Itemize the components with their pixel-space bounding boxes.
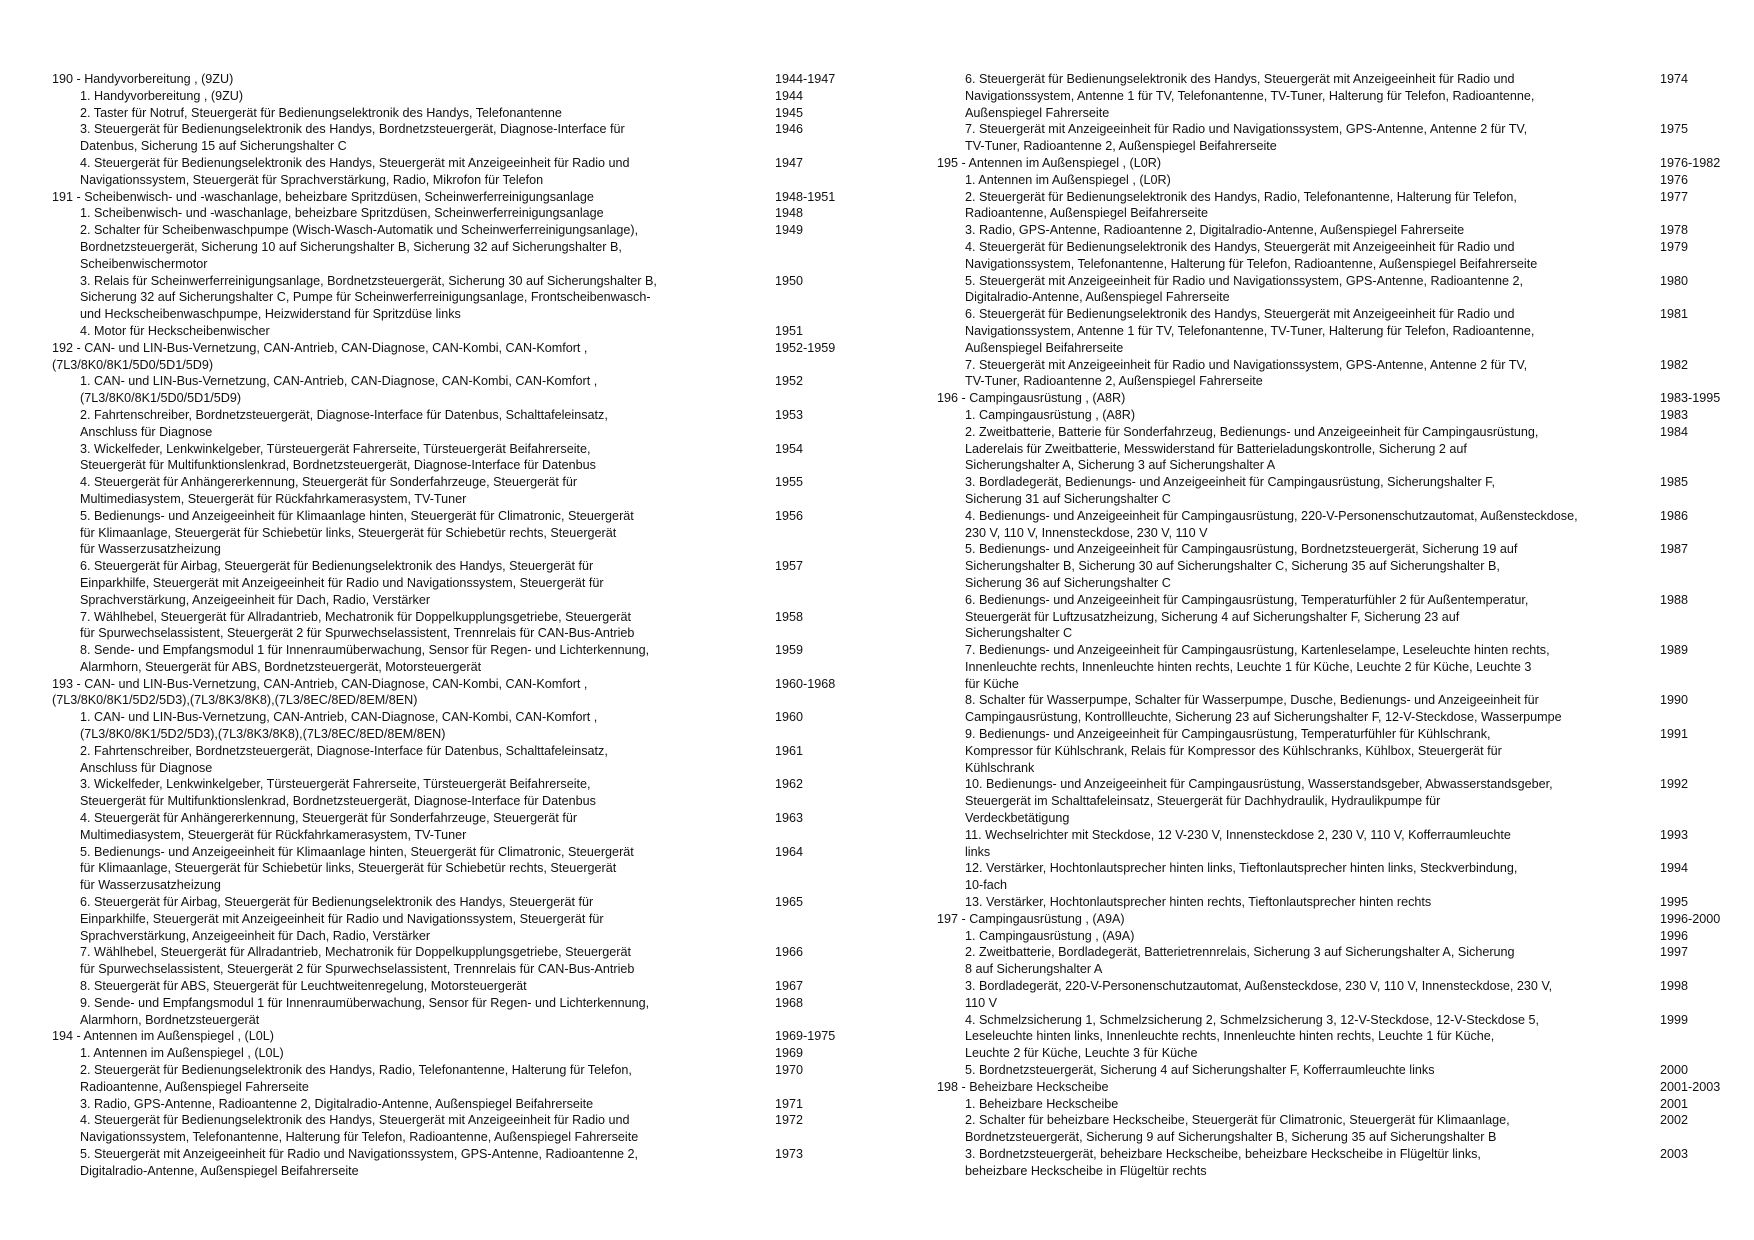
toc-page-number: 2003 bbox=[1660, 1147, 1689, 1161]
toc-entry-title: 6. Steuergerät für Airbag, Steuergerät für Bedienungselektronik des Handys, Steuergerät für Einparkhilfe, Steuergerät mit Anzeigeeinheit für Radio und Navigationssystem, Steuergerät für Sprachverstärkung, Anzeigeeinheit für Dach, Radio, Verstärker bbox=[80, 895, 604, 943]
toc-entry bbox=[937, 189, 1737, 223]
toc-entry bbox=[52, 776, 872, 810]
toc-entry bbox=[52, 508, 872, 558]
toc-page-number: 1945 bbox=[775, 105, 804, 120]
toc-entry bbox=[52, 407, 872, 441]
toc-entry-title: 3. Bordladegerät, Bedienungs- und Anzeigeeinheit für Campingausrüstung, Sicherungshalter F, Sicherung 31 auf Sicherungshalter C bbox=[965, 475, 1495, 506]
toc-entry-title: 7. Wählhebel, Steuergerät für Allradantrieb, Mechatronik für Doppelkupplungsgetriebe, Steuergerät für Spurwechselassistent, Steuergerät 2 für Spurwechselassistent, Trennrelais für CAN-Bus-Antrieb bbox=[80, 609, 635, 641]
toc-entry bbox=[937, 592, 1737, 642]
toc-page-number: 1993 bbox=[1660, 827, 1689, 842]
toc-section-heading bbox=[52, 676, 872, 710]
toc-entry-title: 3. Wickelfeder, Lenkwinkelgeber, Türsteuergerät Fahrerseite, Türsteuergerät Beifahrerseite, Steuergerät für Multifunktionslenkrad, Bordnetzsteuergerät, Diagnose-Interface für Datenbus bbox=[80, 441, 596, 473]
toc-entry bbox=[937, 776, 1737, 826]
toc-entry bbox=[937, 860, 1737, 894]
toc-entry-title: 4. Steuergerät für Anhängererkennung, Steuergerät für Sonderfahrzeuge, Steuergerät für Multimediasystem, Steuergerät für Rückfahrkamerasystem, TV-Tuner bbox=[80, 475, 578, 506]
toc-entry-title: 4. Steuergerät für Bedienungselektronik des Handys, Steuergerät mit Anzeigeeinheit für Radio und Navigationssystem, Telefonantenne, Halterung für Telefon, Radioantenne, Außenspiegel Fahrerseite bbox=[80, 1113, 639, 1145]
toc-entry bbox=[52, 810, 872, 844]
toc-entry-title: 192 - CAN- und LIN-Bus-Vernetzung, CAN-Antrieb, CAN-Diagnose, CAN-Kombi, CAN-Komfort , (7L3/8K0/8K1/5D0/5D1/5D9) bbox=[52, 340, 588, 372]
toc-page-number: 1981 bbox=[1660, 307, 1689, 322]
toc-entry-title: 3. Bordladegerät, 220-V-Personenschutzautomat, Außensteckdose, 230 V, 110 V, Innensteckdose, 230 V, 110 V bbox=[965, 979, 1553, 1010]
toc-entry-title: 3. Bordnetzsteuergerät, beheizbare Heckscheibe, beheizbare Heckscheibe in Flügeltür links, beheizbare Heckscheibe in Flügeltür rechts bbox=[965, 1147, 1481, 1178]
toc-page-number: 1975 bbox=[1660, 122, 1689, 137]
toc-entry-title: 2. Zweitbatterie, Bordladegerät, Batterietrennrelais, Sicherung 3 auf Sicherungshalter A, Sicherung 8 auf Sicherungshalter A bbox=[965, 945, 1515, 977]
toc-section-heading bbox=[937, 390, 1737, 407]
toc-page-number: 1960-1968 bbox=[775, 676, 836, 691]
toc-entry-title: 191 - Scheibenwisch- und -waschanlage, beheizbare Spritzdüsen, Scheinwerferreinigungsanlage bbox=[52, 189, 594, 204]
toc-entry-title: 7. Steuergerät mit Anzeigeeinheit für Radio und Navigationssystem, GPS-Antenne, Antenne 2 für TV, TV-Tuner, Radioantenne 2, Außenspiegel Fahrerseite bbox=[965, 357, 1528, 389]
toc-section-heading bbox=[52, 71, 872, 88]
toc-entry bbox=[937, 239, 1737, 273]
toc-entry bbox=[52, 222, 872, 272]
toc-page-number: 1976 bbox=[1660, 172, 1689, 187]
toc-entry bbox=[937, 357, 1737, 391]
toc-entry bbox=[52, 373, 872, 407]
toc-column-left bbox=[52, 71, 872, 1180]
toc-entry-title: 1. Antennen im Außenspiegel , (L0R) bbox=[965, 172, 1171, 187]
toc-entry-title: 2. Fahrtenschreiber, Bordnetzsteuergerät, Diagnose-Interface für Datenbus, Schalttafeleinsatz, Anschluss für Diagnose bbox=[80, 407, 608, 439]
toc-entry-title: 1. Handyvorbereitung , (9ZU) bbox=[80, 88, 244, 103]
toc-entry-title: 8. Schalter für Wasserpumpe, Schalter für Wasserpumpe, Dusche, Bedienungs- und Anzeigeeinheit für Campingausrüstung, Kontrollleuchte, Sicherung 23 auf Sicherungshalter F, 12-V-Steckdose, Wasserpumpe bbox=[965, 693, 1562, 725]
toc-entry bbox=[52, 1112, 872, 1146]
toc-page-number: 1977 bbox=[1660, 189, 1689, 204]
toc-page-number: 1965 bbox=[775, 895, 804, 910]
toc-entry bbox=[937, 894, 1737, 911]
toc-entry bbox=[52, 441, 872, 475]
toc-section-heading bbox=[937, 155, 1737, 172]
toc-entry-title: 6. Steuergerät für Bedienungselektronik des Handys, Steuergerät mit Anzeigeeinheit für Radio und Navigationssystem, Antenne 1 für TV, Telefonantenne, TV-Tuner, Halterung für Telefon, Radioantenne, Außenspiegel Fahrerseite bbox=[965, 72, 1535, 120]
toc-entry-title: 1. Campingausrüstung , (A8R) bbox=[965, 407, 1136, 422]
toc-page-number: 1995 bbox=[1660, 895, 1689, 910]
toc-entry-title: 193 - CAN- und LIN-Bus-Vernetzung, CAN-Antrieb, CAN-Diagnose, CAN-Kombi, CAN-Komfort , (7L3/8K0/8K1/5D2/5D3),(7L3/8K3/8K8),(7L3/8EC/8ED/8EM/8EN) bbox=[52, 676, 588, 708]
toc-entry bbox=[52, 642, 872, 676]
toc-entry-title: 5. Bordnetzsteuergerät, Sicherung 4 auf Sicherungshalter F, Kofferraumleuchte links bbox=[965, 1063, 1435, 1078]
toc-entry-title: 6. Bedienungs- und Anzeigeeinheit für Campingausrüstung, Temperaturfühler 2 für Außentemperatur, Steuergerät für Luftzusatzheizung, Sicherung 4 auf Sicherungshalter F, Sicherung 23 auf Sicherungshalter C bbox=[965, 592, 1529, 641]
toc-entry bbox=[52, 474, 872, 508]
toc-entry bbox=[52, 121, 872, 155]
toc-page-number: 1967 bbox=[775, 979, 804, 994]
toc-entry-title: 1. Scheibenwisch- und -waschanlage, beheizbare Spritzdüsen, Scheinwerferreinigungsanlage bbox=[80, 206, 604, 221]
toc-entry bbox=[937, 541, 1737, 591]
toc-entry-title: 190 - Handyvorbereitung , (9ZU) bbox=[52, 72, 234, 86]
toc-page-number: 1985 bbox=[1660, 475, 1689, 490]
toc-entry-title: 1. CAN- und LIN-Bus-Vernetzung, CAN-Antrieb, CAN-Diagnose, CAN-Kombi, CAN-Komfort , (7L3/8K0/8K1/5D2/5D3),(7L3/8K3/8K8),(7L3/8EC/8ED/8EM/8EN) bbox=[80, 710, 598, 742]
toc-page-number: 1987 bbox=[1660, 542, 1689, 557]
toc-entry bbox=[937, 424, 1737, 474]
toc-entry bbox=[937, 306, 1737, 356]
toc-entry-title: 5. Steuergerät mit Anzeigeeinheit für Radio und Navigationssystem, GPS-Antenne, Radioantenne 2, Digitalradio-Antenne, Außenspiegel Beifahrerseite bbox=[80, 1147, 638, 1178]
toc-entry bbox=[937, 827, 1737, 861]
toc-page-number: 1946 bbox=[775, 122, 804, 137]
toc-page-number: 1944 bbox=[775, 88, 804, 103]
toc-entry bbox=[937, 121, 1737, 155]
toc-entry bbox=[937, 172, 1737, 189]
toc-entry-title: 2. Steuergerät für Bedienungselektronik des Handys, Radio, Telefonantenne, Halterung für Telefon, Radioantenne, Außenspiegel Fahrerseite bbox=[80, 1063, 632, 1094]
toc-page-number: 1955 bbox=[775, 475, 804, 490]
toc-page-number: 1962 bbox=[775, 777, 804, 792]
toc-entry-title: 8. Sende- und Empfangsmodul 1 für Innenraumüberwachung, Sensor für Regen- und Lichterkennung, Alarmhorn, Steuergerät für ABS, Bordnetzsteuergerät, Motorsteuergerät bbox=[80, 643, 650, 674]
toc-entry bbox=[52, 558, 872, 608]
toc-page-number: 1944-1947 bbox=[775, 72, 836, 86]
toc-entry-title: 1. CAN- und LIN-Bus-Vernetzung, CAN-Antrieb, CAN-Diagnose, CAN-Kombi, CAN-Komfort , (7L3/8K0/8K1/5D0/5D1/5D9) bbox=[80, 374, 598, 406]
toc-page-number: 1996 bbox=[1660, 928, 1689, 943]
toc-entry bbox=[937, 1096, 1737, 1113]
toc-page-number: 1974 bbox=[1660, 72, 1689, 86]
toc-page-number: 1947 bbox=[775, 155, 804, 170]
toc-entry-title: 4. Steuergerät für Bedienungselektronik des Handys, Steuergerät mit Anzeigeeinheit für Radio und Navigationssystem, Steuergerät für Sprachverstärkung, Radio, Mikrofon für Telefon bbox=[80, 155, 630, 187]
toc-entry bbox=[52, 709, 872, 743]
toc-entry bbox=[937, 1146, 1737, 1180]
toc-page-number: 1969-1975 bbox=[775, 1029, 836, 1044]
toc-page-number: 1988 bbox=[1660, 592, 1689, 607]
toc-page-number: 1966 bbox=[775, 945, 804, 960]
toc-page-number: 1983-1995 bbox=[1660, 391, 1721, 406]
toc-page-number: 1999 bbox=[1660, 1012, 1689, 1027]
toc-entry-title: 5. Bedienungs- und Anzeigeeinheit für Campingausrüstung, Bordnetzsteuergerät, Sicherung 19 auf Sicherungshalter B, Sicherung 30 auf Sicherungshalter C, Sicherung 35 auf Sicherungshalter B, Sicherung 36 auf Sicherungshalter C bbox=[965, 542, 1518, 590]
toc-entry bbox=[52, 1146, 872, 1180]
toc-page-number: 1957 bbox=[775, 559, 804, 574]
toc-column-right bbox=[937, 71, 1737, 1180]
toc-entry-title: 1. Campingausrüstung , (A9A) bbox=[965, 928, 1135, 943]
toc-page-number: 1958 bbox=[775, 609, 804, 624]
toc-entry bbox=[937, 222, 1737, 239]
toc-entry-title: 3. Radio, GPS-Antenne, Radioantenne 2, Digitalradio-Antenne, Außenspiegel Beifahrerseite bbox=[80, 1096, 594, 1111]
toc-entry bbox=[937, 474, 1737, 508]
toc-entry bbox=[52, 609, 872, 643]
toc-entry bbox=[937, 642, 1737, 692]
toc-entry-title: 4. Motor für Heckscheibenwischer bbox=[80, 323, 270, 338]
toc-page-number: 1963 bbox=[775, 811, 804, 826]
toc-page-number: 1983 bbox=[1660, 407, 1689, 422]
toc-entry-title: 6. Steuergerät für Bedienungselektronik des Handys, Steuergerät mit Anzeigeeinheit für Radio und Navigationssystem, Antenne 1 für TV, Telefonantenne, TV-Tuner, Halterung für Telefon, Radioantenne, Außenspiegel Beifahrerseite bbox=[965, 307, 1535, 355]
toc-page-number: 1964 bbox=[775, 844, 804, 859]
toc-entry bbox=[52, 978, 872, 995]
toc-page-number: 1969 bbox=[775, 1046, 804, 1061]
toc-entry-title: 5. Steuergerät mit Anzeigeeinheit für Radio und Navigationssystem, GPS-Antenne, Radioantenne 2, Digitalradio-Antenne, Außenspiegel Fahrerseite bbox=[965, 273, 1523, 305]
toc-page-number: 1950 bbox=[775, 273, 804, 288]
toc-entry-title: 2. Steuergerät für Bedienungselektronik des Handys, Radio, Telefonantenne, Halterung für Telefon, Radioantenne, Außenspiegel Beifahrerseite bbox=[965, 189, 1517, 221]
toc-page-number: 1978 bbox=[1660, 223, 1689, 238]
toc-entry bbox=[52, 944, 872, 978]
toc-page-number: 1976-1982 bbox=[1660, 155, 1721, 170]
toc-page-number: 1980 bbox=[1660, 273, 1689, 288]
toc-entry-title: 11. Wechselrichter mit Steckdose, 12 V-230 V, Innensteckdose 2, 230 V, 110 V, Kofferraumleuchte links bbox=[965, 827, 1511, 859]
toc-page-number: 1959 bbox=[775, 643, 804, 658]
toc-page-number: 1956 bbox=[775, 508, 804, 523]
toc-entry bbox=[937, 1062, 1737, 1079]
toc-entry bbox=[52, 205, 872, 222]
toc-entry-title: 2. Schalter für Scheibenwaschpumpe (Wisch-Wasch-Automatik und Scheinwerferreinigungsanlage), Bordnetzsteuergerät, Sicherung 10 auf Sicherungshalter B, Sicherung 32 auf Sicherungshalter B, Scheibenwischermotor bbox=[80, 223, 639, 271]
toc-page-number: 1968 bbox=[775, 995, 804, 1010]
toc-entry-title: 2. Fahrtenschreiber, Bordnetzsteuergerät, Diagnose-Interface für Datenbus, Schalttafeleinsatz, Anschluss für Diagnose bbox=[80, 743, 608, 775]
toc-page-number: 1952 bbox=[775, 374, 804, 389]
toc-page-number: 1973 bbox=[775, 1147, 804, 1161]
toc-section-heading bbox=[52, 340, 872, 374]
toc-entry bbox=[937, 71, 1737, 121]
toc-entry bbox=[52, 88, 872, 105]
toc-page-number: 1972 bbox=[775, 1113, 804, 1128]
toc-entry-title: 195 - Antennen im Außenspiegel , (L0R) bbox=[937, 155, 1162, 170]
toc-entry-title: 196 - Campingausrüstung , (A8R) bbox=[937, 391, 1126, 406]
toc-entry bbox=[937, 508, 1737, 542]
toc-page-number: 1992 bbox=[1660, 777, 1689, 792]
toc-page-number: 1951 bbox=[775, 323, 804, 338]
toc-entry bbox=[937, 1012, 1737, 1062]
toc-page-number: 1952-1959 bbox=[775, 340, 836, 355]
toc-entry-title: 3. Steuergerät für Bedienungselektronik des Handys, Bordnetzsteuergerät, Diagnose-Interface für Datenbus, Sicherung 15 auf Sicherungshalter C bbox=[80, 122, 625, 154]
toc-entry bbox=[52, 894, 872, 944]
toc-entry bbox=[937, 928, 1737, 945]
toc-entry bbox=[52, 1096, 872, 1113]
toc-page-number: 2001 bbox=[1660, 1096, 1689, 1111]
toc-entry-title: 4. Steuergerät für Anhängererkennung, Steuergerät für Sonderfahrzeuge, Steuergerät für Multimediasystem, Steuergerät für Rückfahrkamerasystem, TV-Tuner bbox=[80, 811, 578, 842]
toc-page-number: 1984 bbox=[1660, 424, 1689, 439]
toc-entry bbox=[937, 407, 1737, 424]
toc-entry bbox=[52, 105, 872, 122]
toc-page-number: 2002 bbox=[1660, 1113, 1689, 1128]
toc-page-number: 1990 bbox=[1660, 693, 1689, 708]
toc-entry-title: 13. Verstärker, Hochtonlautsprecher hinten rechts, Tieftonlautsprecher hinten rechts bbox=[965, 895, 1432, 910]
toc-page-number: 2000 bbox=[1660, 1063, 1689, 1078]
toc-entry-title: 7. Bedienungs- und Anzeigeeinheit für Campingausrüstung, Kartenleselampe, Leseleuchte hinten rechts, Innenleuchte rechts, Innenleuchte hinten rechts, Leuchte 1 für Küche, Leuchte 2 für Küche, Leuchte 3 für Küche bbox=[965, 643, 1550, 691]
toc-entry bbox=[937, 978, 1737, 1012]
toc-section-heading bbox=[937, 1079, 1737, 1096]
toc-entry-title: 2. Zweitbatterie, Batterie für Sonderfahrzeug, Bedienungs- und Anzeigeeinheit für Campingausrüstung, Laderelais für Zweitbatterie, Messwiderstand für Batterieladungskontrolle, Sicherung 2 auf Sicherungshalter A, Sicherung 3 auf Sicherungshalter A bbox=[965, 424, 1539, 473]
toc-entry bbox=[937, 944, 1737, 978]
toc-page-number: 1996-2000 bbox=[1660, 911, 1721, 926]
toc-page-number: 1953 bbox=[775, 407, 804, 422]
toc-entry-title: 9. Sende- und Empfangsmodul 1 für Innenraumüberwachung, Sensor für Regen- und Lichterkennung, Alarmhorn, Bordnetzsteuergerät bbox=[80, 995, 650, 1027]
toc-entry-title: 3. Wickelfeder, Lenkwinkelgeber, Türsteuergerät Fahrerseite, Türsteuergerät Beifahrerseite, Steuergerät für Multifunktionslenkrad, Bordnetzsteuergerät, Diagnose-Interface für Datenbus bbox=[80, 777, 596, 809]
toc-entry bbox=[52, 995, 872, 1029]
toc-entry-title: 7. Steuergerät mit Anzeigeeinheit für Radio und Navigationssystem, GPS-Antenne, Antenne 2 für TV, TV-Tuner, Radioantenne 2, Außenspiegel Beifahrerseite bbox=[965, 122, 1528, 154]
toc-entry bbox=[52, 1062, 872, 1096]
toc-entry-title: 197 - Campingausrüstung , (A9A) bbox=[937, 911, 1125, 926]
toc-entry bbox=[52, 273, 872, 323]
toc-entry-title: 9. Bedienungs- und Anzeigeeinheit für Campingausrüstung, Temperaturfühler für Kühlschrank, Kompressor für Kühlschrank, Relais für Kompressor des Kühlschranks, Kühlbox, Steuergerät für Kühlschrank bbox=[965, 727, 1502, 775]
toc-entry-title: 4. Bedienungs- und Anzeigeeinheit für Campingausrüstung, 220-V-Personenschutzautomat, Außensteckdose, 230 V, 110 V, Innensteckdose, 230 V, 110 V bbox=[965, 508, 1578, 540]
toc-page-number: 1970 bbox=[775, 1063, 804, 1078]
toc-entry-title: 4. Steuergerät für Bedienungselektronik des Handys, Steuergerät mit Anzeigeeinheit für Radio und Navigationssystem, Telefonantenne, Halterung für Telefon, Radioantenne, Außenspiegel Beifahrerseite bbox=[965, 239, 1538, 271]
toc-entry bbox=[937, 726, 1737, 776]
toc-entry-title: 10. Bedienungs- und Anzeigeeinheit für Campingausrüstung, Wasserstandsgeber, Abwasserstandsgeber, Steuergerät im Schalttafeleinsatz, Steuergerät für Dachhydraulik, Hydraulikpumpe für Verdeckbetätigung bbox=[965, 777, 1553, 826]
toc-page-number: 1948-1951 bbox=[775, 189, 836, 204]
toc-entry-title: 3. Relais für Scheinwerferreinigungsanlage, Bordnetzsteuergerät, Sicherung 30 auf Sicherungshalter B, Sicherung 32 auf Sicherungshalter C, Pumpe für Scheinwerferreinigungsanlage, Frontscheibenwasch- und Heckscheibenwaschpumpe, Heizwiderstand für Spritzdüse links bbox=[80, 273, 657, 322]
toc-entry bbox=[52, 155, 872, 189]
toc-entry-title: 198 - Beheizbare Heckscheibe bbox=[937, 1079, 1109, 1094]
toc-entry-title: 2. Taster für Notruf, Steuergerät für Bedienungselektronik des Handys, Telefonantenne bbox=[80, 105, 562, 120]
toc-page-number: 1971 bbox=[775, 1096, 804, 1111]
toc-page-number: 1979 bbox=[1660, 239, 1689, 254]
toc-page-number: 1998 bbox=[1660, 979, 1689, 994]
toc-page-number: 1997 bbox=[1660, 945, 1689, 960]
toc-page-number: 1986 bbox=[1660, 508, 1689, 523]
toc-entry bbox=[52, 743, 872, 777]
toc-entry-title: 1. Antennen im Außenspiegel , (L0L) bbox=[80, 1046, 284, 1061]
toc-entry bbox=[937, 273, 1737, 307]
toc-section-heading bbox=[52, 1028, 872, 1045]
toc-entry bbox=[52, 844, 872, 894]
toc-page-number: 1949 bbox=[775, 223, 804, 238]
toc-entry-title: 1. Beheizbare Heckscheibe bbox=[965, 1096, 1119, 1111]
toc-entry-title: 12. Verstärker, Hochtonlautsprecher hinten links, Tieftonlautsprecher hinten links, Steckverbindung, 10-fach bbox=[965, 861, 1518, 893]
toc-page-number: 1989 bbox=[1660, 643, 1689, 658]
toc-page-number: 1948 bbox=[775, 206, 804, 221]
toc-section-heading bbox=[52, 189, 872, 206]
toc-page-number: 1982 bbox=[1660, 357, 1689, 372]
toc-entry bbox=[52, 1045, 872, 1062]
toc-entry bbox=[937, 1112, 1737, 1146]
toc-page-number: 1954 bbox=[775, 441, 804, 456]
toc-entry-title: 5. Bedienungs- und Anzeigeeinheit für Klimaanlage hinten, Steuergerät für Climatronic, Steuergerät für Klimaanlage, Steuergerät für Schiebetür links, Steuergerät für Schiebetür rechts, Steuergerät für Wasserzusatzheizung bbox=[80, 844, 634, 893]
toc-entry-title: 2. Schalter für beheizbare Heckscheibe, Steuergerät für Climatronic, Steuergerät für Klimaanlage, Bordnetzsteuergerät, Sicherung 9 auf Sicherungshalter B, Sicherung 35 auf Sicherungshalter B bbox=[965, 1113, 1510, 1145]
toc-entry-title: 3. Radio, GPS-Antenne, Radioantenne 2, Digitalradio-Antenne, Außenspiegel Fahrerseite bbox=[965, 223, 1465, 238]
toc-section-heading bbox=[937, 911, 1737, 928]
toc-entry bbox=[52, 323, 872, 340]
toc-entry-title: 5. Bedienungs- und Anzeigeeinheit für Klimaanlage hinten, Steuergerät für Climatronic, Steuergerät für Klimaanlage, Steuergerät für Schiebetür links, Steuergerät für Schiebetür rechts, Steuergerät für Wasserzusatzheizung bbox=[80, 508, 634, 557]
toc-entry-title: 6. Steuergerät für Airbag, Steuergerät für Bedienungselektronik des Handys, Steuergerät für Einparkhilfe, Steuergerät mit Anzeigeeinheit für Radio und Navigationssystem, Steuergerät für Sprachverstärkung, Anzeigeeinheit für Dach, Radio, Verstärker bbox=[80, 559, 604, 607]
toc-page-number: 1991 bbox=[1660, 727, 1689, 742]
toc-page-number: 1961 bbox=[775, 743, 804, 758]
toc-page-number: 1960 bbox=[775, 710, 804, 725]
toc-page-number: 2001-2003 bbox=[1660, 1079, 1721, 1094]
toc-entry bbox=[937, 692, 1737, 726]
toc-page-number: 1994 bbox=[1660, 861, 1689, 876]
toc-entry-title: 4. Schmelzsicherung 1, Schmelzsicherung 2, Schmelzsicherung 3, 12-V-Steckdose, 12-V-Steckdose 5, Leseleuchte hinten links, Innenleuchte rechts, Innenleuchte hinten rechts, Leuchte 1 für Küche, Leuchte 2 für Küche, Leuchte 3 für Küche bbox=[965, 1012, 1540, 1061]
toc-entry-title: 8. Steuergerät für ABS, Steuergerät für Leuchtweitenregelung, Motorsteuergerät bbox=[80, 979, 527, 994]
toc-entry-title: 194 - Antennen im Außenspiegel , (L0L) bbox=[52, 1029, 274, 1044]
toc-entry-title: 7. Wählhebel, Steuergerät für Allradantrieb, Mechatronik für Doppelkupplungsgetriebe, Steuergerät für Spurwechselassistent, Steuergerät 2 für Spurwechselassistent, Trennrelais für CAN-Bus-Antrieb bbox=[80, 945, 635, 977]
